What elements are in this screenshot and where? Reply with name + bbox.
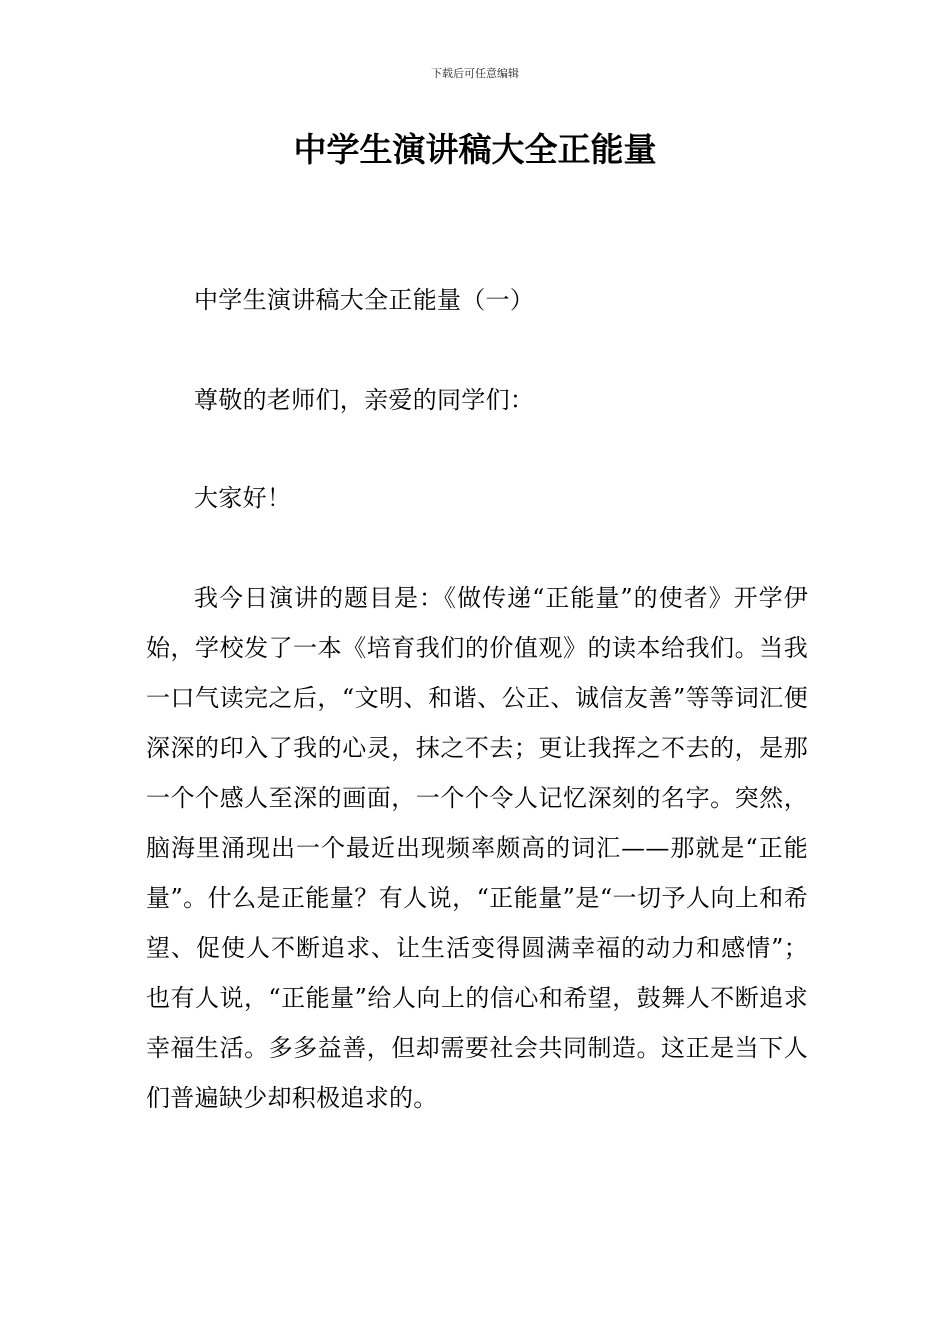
section-subtitle: 中学生演讲稿大全正能量（一） [194,286,535,314]
greeting-paragraph: 尊敬的老师们，亲爱的同学们： [194,386,535,414]
header-note: 下载后可任意编辑 [431,67,519,80]
hello-paragraph: 大家好！ [194,484,292,512]
document-title: 中学生演讲稿大全正能量 [293,130,657,169]
body-paragraph: 我今日演讲的题目是：《做传递“正能量”的使者》开学伊始，学校发了一本《培育我们的价值观》的读本给我们。当我一口气读完之后，“文明、和谐、公正、诚信友善”等等词汇便深深的印入了我的心灵，抹之不去；更让我挥之不去的，是那一个个感人至深的画面，一个个令人记忆深刻的名字。突然，脑海里涌现出一个最近出现频率颇高的词汇——那就是“正能量”。什么是正能量？有人说，“正能量”是“一切予人向上和希望、促使人不断追求、让生活变得圆满幸福的动力和感情”；也有人说，“正能量”给人向上的信心和希望，鼓舞人不断追求幸福生活。多多益善，但却需要社会共同制造。这正是当下人们普遍缺少却积极追求的。 [146,584,808,1112]
